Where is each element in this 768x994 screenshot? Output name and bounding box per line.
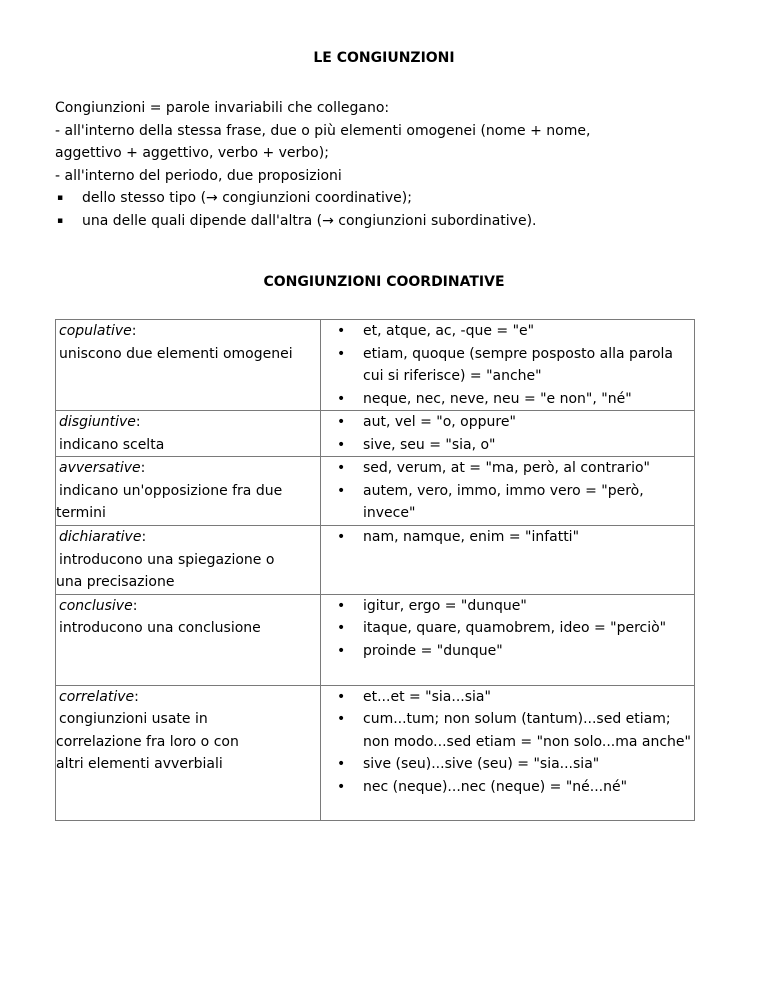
conjunction-item: • et, atque, ac, -que = "e": [363, 320, 694, 343]
conjunction-list: [321, 320, 694, 410]
category-name: conclusive: [59, 597, 133, 614]
category-label: [56, 595, 320, 618]
conjunctions-cell: [321, 411, 695, 457]
conjunction-item: • nam, namque, enim = "infatti": [363, 526, 694, 549]
category-colon: :: [140, 460, 146, 476]
conjunction-item: • sive, seu = "sia, o": [363, 434, 694, 457]
table-row: [56, 594, 695, 685]
category-description: correlazione fra loro o con: [56, 733, 239, 750]
conjunction-item: • igitur, ergo = "dunque": [363, 595, 694, 618]
category-label: [56, 411, 320, 434]
category-colon: :: [134, 688, 139, 705]
category-description: indicano un'opposizione fra due: [59, 482, 283, 499]
category-description: uniscono due elementi omogenei: [59, 345, 293, 362]
category-colon: :: [131, 323, 137, 339]
category-label: [56, 457, 320, 480]
category-cell: [56, 411, 321, 457]
conjunctions-cell: [321, 685, 695, 820]
conjunction-list: [321, 526, 694, 549]
category-label: [56, 686, 320, 709]
conjunctions-cell: [321, 457, 695, 526]
category-colon: :: [135, 414, 141, 430]
conjunction-item: • etiam, quoque (sempre posposto alla parola cui si riferisce) = "anche": [363, 343, 694, 388]
category-description: introducono una spiegazione o: [59, 551, 275, 568]
intro-line: aggettivo + aggettivo, verbo + verbo);: [55, 145, 329, 161]
category-name: copulative: [59, 323, 132, 339]
category-name: avversative: [59, 460, 141, 476]
conjunction-list: [321, 457, 694, 525]
conjunction-item: • sive (seu)...sive (seu) = "sia...sia": [363, 753, 694, 776]
category-label: [56, 320, 320, 343]
intro-bullet: [55, 210, 735, 233]
conjunction-list: [321, 595, 694, 663]
table-row: [56, 457, 695, 526]
category-description: introducono una conclusione: [59, 620, 261, 636]
category-cell: [56, 685, 321, 820]
category-colon: :: [141, 529, 147, 545]
table-row: [56, 320, 695, 411]
square-bullet-icon: ▪: [57, 193, 64, 203]
intro-line: - all'interno della stessa frase, due o più elementi omogenei (nome + nome,: [55, 122, 591, 139]
definition-text: Congiunzioni = parole invariabili che collegano:: [55, 100, 390, 116]
table-row: [56, 411, 695, 457]
intro-bullet: [55, 187, 735, 210]
table-row: [56, 685, 695, 820]
category-label: [56, 526, 320, 549]
category-cell: [56, 526, 321, 595]
conjunction-item: • proinde = "dunque": [363, 640, 694, 663]
category-description: indicano scelta: [59, 436, 165, 453]
conjunctions-cell: [321, 526, 695, 595]
conjunction-list: [321, 411, 694, 456]
category-cell: [56, 594, 321, 685]
category-name: correlative: [59, 688, 135, 705]
category-description: una precisazione: [56, 574, 175, 590]
section-title: CONGIUNZIONI COORDINATIVE: [263, 274, 505, 290]
bullet-text: dello stesso tipo (→ congiunzioni coordinative);: [82, 190, 412, 206]
intro-section: [55, 97, 735, 232]
conjunction-list: [321, 686, 694, 799]
conjunction-item: • cum...tum; non solum (tantum)...sed etiam; non modo...sed etiam = "non solo...ma anche": [363, 708, 694, 753]
intro-line: - all'interno del periodo, due proposizioni: [55, 167, 342, 184]
category-cell: [56, 320, 321, 411]
conjunction-item: • nec (neque)...nec (neque) = "né...né": [363, 776, 694, 799]
category-description: congiunzioni usate in: [59, 711, 208, 727]
category-description: altri elementi avverbiali: [56, 756, 223, 772]
category-colon: :: [132, 597, 138, 614]
category-name: dichiarative: [59, 529, 142, 545]
conjunction-item: • et...et = "sia...sia": [363, 686, 694, 709]
conjunction-item: • sed, verum, at = "ma, però, al contrario": [363, 457, 694, 480]
bullet-text: una delle quali dipende dall'altra (→ congiunzioni subordinative).: [82, 212, 537, 229]
conjunctions-table: [55, 319, 695, 821]
category-cell: [56, 457, 321, 526]
document-title: LE CONGIUNZIONI: [313, 50, 455, 66]
conjunction-item: • itaque, quare, quamobrem, ideo = "perciò": [363, 617, 694, 640]
square-bullet-icon: ▪: [57, 215, 64, 226]
conjunctions-cell: [321, 320, 695, 411]
conjunction-item: • neque, nec, neve, neu = "e non", "né": [363, 388, 694, 411]
conjunctions-cell: [321, 594, 695, 685]
table-row: [56, 526, 695, 595]
conjunction-item: • autem, vero, immo, immo vero = "però, invece": [363, 480, 694, 525]
conjunction-item: • aut, vel = "o, oppure": [363, 411, 694, 434]
category-description: termini: [56, 505, 106, 521]
category-name: disgiuntive: [59, 414, 136, 430]
